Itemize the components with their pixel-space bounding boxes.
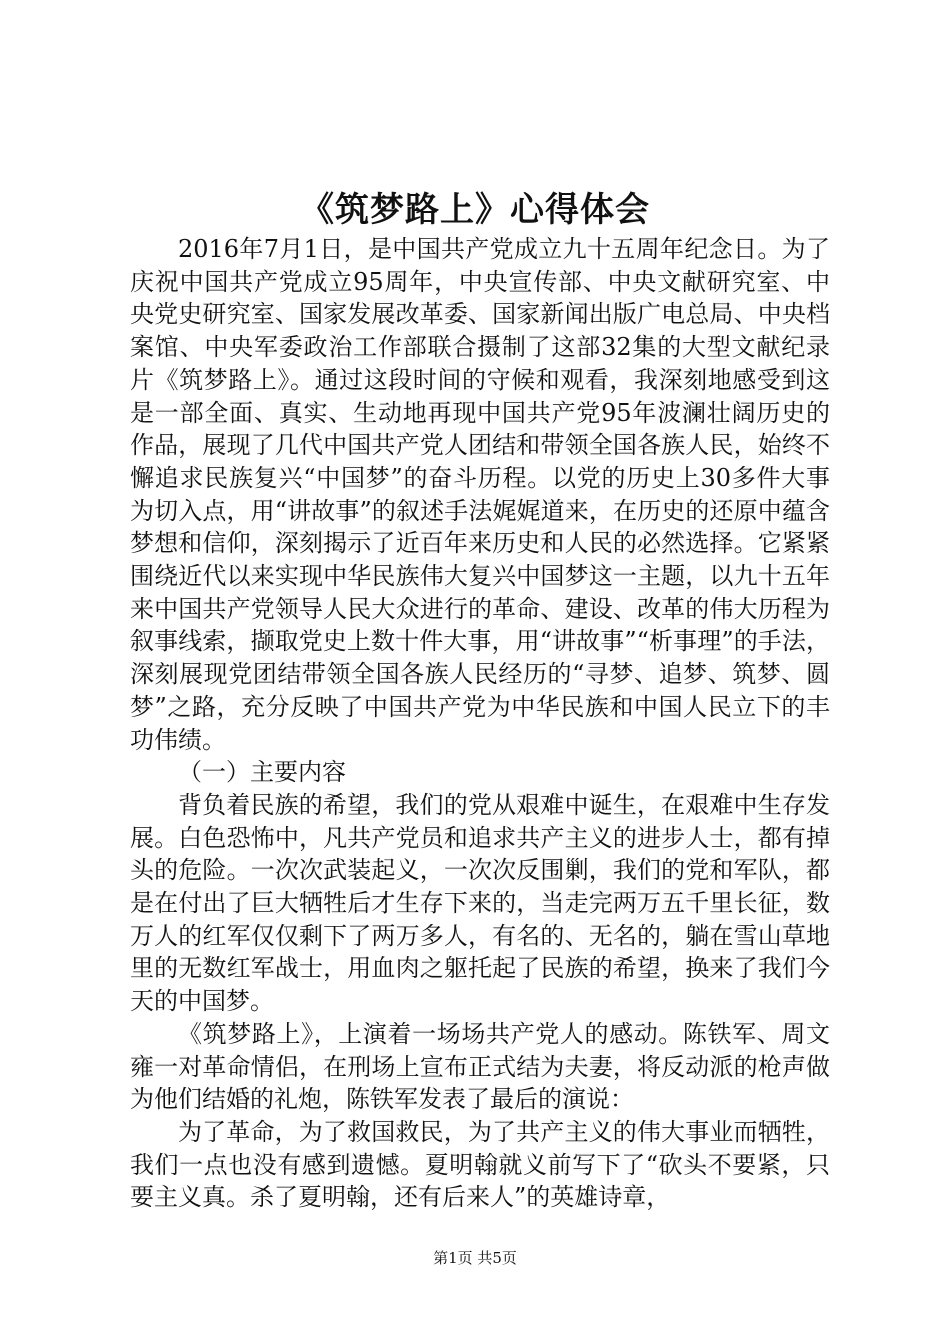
document-body	[130, 233, 830, 1214]
page-footer: 第1页 共5页	[433, 1249, 517, 1267]
paragraph-sacrifice: 为了革命，为了救国救民，为了共产主义的伟大事业而牺牲，我们一点也没有感到遗憾。夏明翰就义前写下了“砍头不要紧，只要主义真。杀了夏明翰，还有后来人”的英雄诗章，	[130, 1117, 830, 1212]
document-title: 《筑梦路上》心得体会	[300, 190, 650, 230]
paragraph-intro: 2016年7月1日，是中国共产党成立九十五周年纪念日。为了庆祝中国共产党成立95周年，中央宣传部、中央文献研究室、中央党史研究室、国家发展改革委、国家新闻出版广电总局、中央档案馆、中央军委政治工作部联合摄制了这部32集的大型文献纪录片《筑梦路上》。通过这段时间的守候和观看，我深刻地感受到这是一部全面、真实、生动地再现中国共产党95年波澜壮阔历史的作品，展现了几代中国共产党人团结和带领全国各族人民，始终不懈追求民族复兴“中国梦”的奋斗历程。以党的历史上30多件大事为切入点，用“讲故事”的叙述手法娓娓道来，在历史的还原中蕴含梦想和信仰，深刻揭示了近百年来历史和人民的必然选择。它紧紧围绕近代以来实现中华民族伟大复兴中国梦这一主题，以九十五年来中国共产党领导人民大众进行的革命、建设、改革的伟大历程为叙事线索，撷取党史上数十件大事，用“讲故事”“析事理”的手法，深刻展现党团结带领全国各族人民经历的“寻梦、追梦、筑梦、圆梦”之路，充分反映了中国共产党为中华民族和中国人民立下的丰功伟绩。	[130, 235, 830, 754]
section-heading-main-content: （一）主要内容	[178, 758, 346, 787]
paragraph-hope: 背负着民族的希望，我们的党从艰难中诞生，在艰难中生存发展。白色恐怖中，凡共产党员和追求共产主义的进步人士，都有掉头的危险。一次次武装起义，一次次反围剿，我们的党和军队，都是在付出了巨大牺牲后才生存下来的，当走完两万五千里长征，数万人的红军仅仅剩下了两万多人，有名的、无名的，躺在雪山草地里的无数红军战士，用血肉之躯托起了民族的希望，换来了我们今天的中国梦。	[130, 790, 830, 1016]
paragraph-touching-stories: 《筑梦路上》，上演着一场场共产党人的感动。陈铁军、周文雍一对革命情侣，在刑场上宣布正式结为夫妻，将反动派的枪声做为他们结婚的礼炮，陈铁军发表了最后的演说：	[130, 1019, 830, 1114]
